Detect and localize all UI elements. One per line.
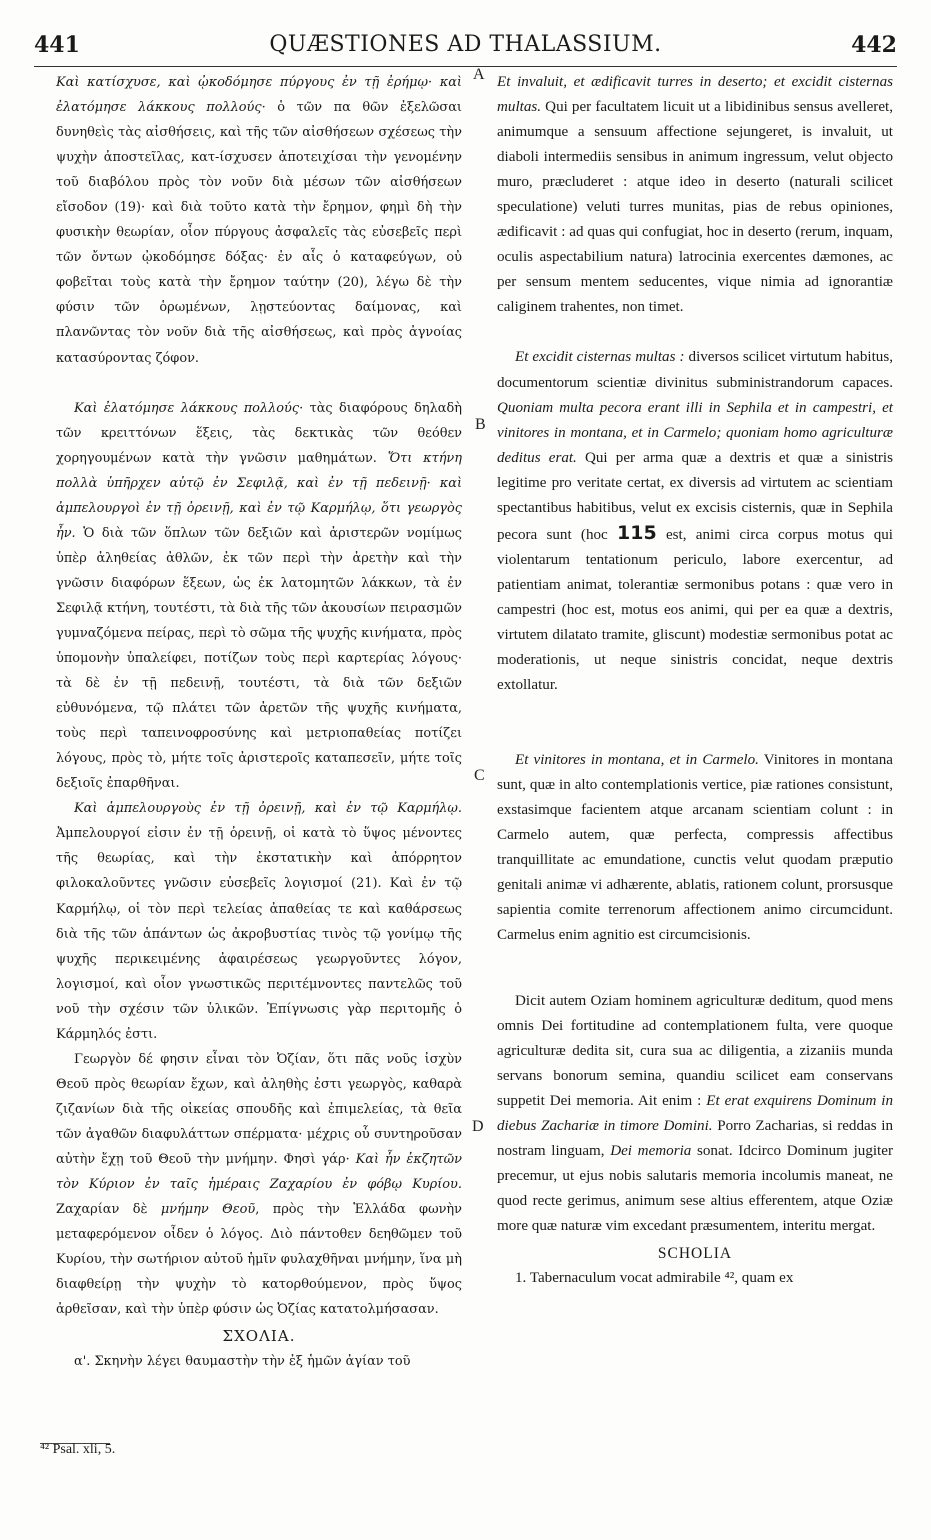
- italic-lemma: μνήμην Θεοῦ: [160, 1202, 256, 1218]
- text-run: Γεωργὸν δέ φησιν εἶναι τὸν Ὀζίαν, ὅτι πᾶς νοῦς ἰσχὺν Θεοῦ πρὸς θεωρίαν ἔχων, καὶ ἀληθὴς ἐστι γεωργὸς, καθαρὰ ζιζανίων διὰ τῆς οἰκείας σπουδῆς καὶ ἐπιμελείας, τὰ θεῖα τῶν ἀγαθῶν διαφυλάττων σπέρματα· μέχρις οὗ συντηροῦσαν αὐτὴν ἔχῃ τοῦ Θεοῦ τὴν μνήμην. Φησὶ γάρ·: [56, 1051, 462, 1167]
- latin-paragraph-3: [497, 748, 893, 948]
- greek-paragraph-1: [56, 70, 462, 371]
- latin-paragraph-4: [497, 989, 893, 1239]
- text-run: Ὁ διὰ τῶν ὅπλων τῶν δεξιῶν καὶ ἀριστερῶν νομίμως ὑπὲρ ἀληθείας ἀθλῶν, ἐκ τῶν περὶ τὴν ἀρετὴν καὶ τὴν γνῶσιν διαφόρων ἕξεων, ὡς ἐκ λατομητῶν λάκκων, τὰ ἐν Σεφιλᾷ κτήνη, τουτέστι, τὰ διὰ τῆς τῶν ἀκουσίων πειρασμῶν γυμναζόμενα πείρας, περὶ τὸ σῶμα τῆς ψυχῆς κινήματα, πρὸς ὑπομονὴν ὑπαλείφει, ποτίζων τοὺς περὶ καρτερίας λόγους· τὰ δὲ ἐν τῇ πεδεινῇ, τουτέστι, τὰ διὰ τῶν δεξιῶν εὐθυνόμενα, τῷ πλάτει τῶν ἀρετῶν τῆς ψυχῆς κινήματα, τοὺς περὶ ταπεινοφροσύνης καὶ μετριοπαθείας ποτίζει λόγους, πρὸς τὸ, μήτε τοῖς ἀριστεροῖς καταπεσεῖν, μήτε τοῖς δεξιοῖς ἐπαρθῆναι.: [56, 525, 462, 792]
- latin-column: [497, 70, 893, 1291]
- running-header: [34, 30, 897, 67]
- latin-paragraph-2: [497, 345, 893, 698]
- italic-lemma: Καὶ κατίσχυσε, καὶ ᾠκοδόμησε πύργους ἐν τῇ ἐρήμῳ· καὶ ἐλατόμησε λάκκους πολλούς·: [56, 75, 462, 116]
- column-number: 115: [617, 521, 657, 544]
- greek-paragraph-4: [56, 1047, 462, 1323]
- page-number-left: 441: [34, 32, 80, 58]
- italic-lemma: Καὶ ἐλατόμησε λάκκους πολλούς·: [74, 400, 304, 416]
- latin-scholia-paragraph: 1. Tabernaculum vocat admirabile ⁴², quam ex: [515, 1270, 794, 1287]
- italic-lemma: Et erat exquirens Dominum in diebus Zachariæ in timore Domini.: [497, 1092, 893, 1134]
- greek-scholia-heading: ΣΧΟΛΙΑ.: [222, 1327, 296, 1346]
- text-run: ὁ τῶν πα θῶν ἐξελῶσαι δυνηθεὶς τὰς αἰσθήσεις, καὶ τῆς τῶν αἰσθήσεων σχέσεως τὴν ψυχὴν ἀποστεῖλας, κατ-ίσχυσεν ἀποτειχίσαι τὴν γενομένην τοῦ διαβόλου πρὸς τὸν νοῦν διὰ μέσων τῶν αἰσθήσεων εἴσοδον (19)· καὶ διὰ τοῦτο κατὰ τὴν ἔρημον, φημὶ δὴ τὴν φυσικὴν θεωρίαν, οἷον πύργους ἀσφαλεῖς τὰς εὐσεβεῖς περὶ τῶν ὄντων ᾠκοδόμησε δόξας· ἐν αἷς ὁ καταφεύγων, οὐ φοβεῖται τοὺς κατὰ τὴν ἔρημον ταύτην (20), λέγω δὲ τὴν φύσιν τῶν ὁρωμένων, λῃστεύοντας δαίμονας, καὶ πλανῶντας τὸν νοῦν διὰ τῆς αἰσθήσεως, καὶ πρὸς ἀγνοίας κατασύροντας ζόφον.: [56, 100, 462, 366]
- text-run: Vinitores in montana sunt, quæ in alto contemplationis vertice, piæ rationes consistunt, exstasimque facientem atque arcanam scientiam colunt : in Carmelo autem, quæ perfecta, compressis affectibus tranquillitate ac emundatione, cunctis velut quodam præputio genitali animæ vi adhærente, ablatis, rationem colunt, prorsusque sapientia comite terrenorum affectionem animo circumcidunt. Carmelus enim agnitio est circumcisionis.: [497, 752, 893, 944]
- margin-marker-a: A: [473, 66, 485, 83]
- page-number-right: 442: [851, 32, 897, 58]
- greek-column: [56, 70, 462, 1374]
- running-title: QUÆSTIONES AD THALASSIUM.: [269, 32, 662, 57]
- text-run: Ζαχαρίαν δὲ: [56, 1202, 161, 1218]
- italic-lemma: Quoniam multa pecora erant illi in Sephila et in campestri, et vinitores in montana, et in Carmelo; quoniam homo agriculturæ deditus erat.: [497, 399, 893, 466]
- italic-lemma: Et invaluit, et ædificavit turres in deserto; et excidit cisternas multas.: [497, 74, 893, 116]
- text-run: , πρὸς τὴν Ἑλλάδα φωνὴν μεταφερόμενον οἶδεν ὁ λόγος. Διὸ πάντοθεν δεηθῶμεν τοῦ Κυρίου, τὴν σωτήριον αὐτοῦ ἡμῖν φυλαχθῆναι μνήμην, ἵνα μὴ διαφθείρῃ τὴν ψυχὴν τὸ κατορθούμενον, πρὸς ὕψος ἀρθεῖσαν, καὶ τὴν ὑπὲρ φύσιν ὡς Ὀζίας κατατολμήσασαν.: [56, 1202, 462, 1318]
- italic-lemma: Et vinitores in montana, et in Carmelo.: [515, 752, 759, 769]
- latin-paragraph-1: [497, 70, 893, 320]
- text-run: sonat. Idcirco Dominum jugiter precemur, ut ejus nobis salutaris memoria incolumis maneat, ne quod recte gerimus, animum sese altius efferentem, atque Oziæ more quæ naturæ vim excedant præsumentem, interitu mergat.: [497, 1142, 893, 1234]
- text-run: diversos scilicet virtutum habitus, documentorum scientiæ divinitus subministrandorum capaces.: [497, 349, 893, 391]
- italic-lemma: Ὅτι κτήνη πολλὰ ὑπῆρχεν αὐτῷ ἐν Σεφιλᾷ, καὶ ἐν τῇ πεδεινῇ· καὶ ἀμπελουργοὶ ἐν τῇ ὀρεινῇ, καὶ ἐν τῷ Καρμήλῳ, ὅτι γεωργὸς ἦν.: [56, 450, 462, 541]
- text-run: τὰς διαφόρους δηλαδὴ τῶν κρειττόνων ἕξεις, τὰς δεκτικὰς τῶν θεόθεν χορηγουμένων κατὰ τὴν γνῶσιν μαθημάτων.: [56, 400, 462, 466]
- margin-marker-c: C: [474, 767, 485, 784]
- italic-lemma: Καὶ ἦν ἐκζητῶν τὸν Κύριον ἐν ταῖς ἡμέραις Ζαχαρίου ἐν φόβῳ Κυρίου.: [56, 1151, 462, 1193]
- margin-marker-b: B: [475, 416, 486, 433]
- margin-marker-d: D: [472, 1118, 484, 1135]
- italic-lemma: Καὶ ἀμπελουργοὺς ἐν τῇ ὀρεινῇ, καὶ ἐν τῷ Καρμήλῳ.: [74, 801, 462, 817]
- greek-paragraph-3: [56, 796, 462, 1046]
- italic-lemma: Dei memoria: [610, 1142, 692, 1159]
- text-run: est, animi circa corpus motus qui violentarum tentationum periculo, labore exercentur, ad patientiam animat, tolerantiæ sermonibus potans : quæ vero in campestri (hoc est, motus eos animi, qui per ea quæ a dextris, virtutem dilatato tramite, gliscunt) modestiæ sermonibus potat ac moderationis, ut neque sinistris concidat, neque dextris extollatur.: [497, 526, 893, 694]
- footnote: ⁴² Psal. xli, 5.: [40, 1442, 116, 1457]
- greek-paragraph-2: [56, 396, 462, 797]
- text-run: Porro Zacharias, si reddas in nostram linguam,: [497, 1117, 893, 1159]
- latin-scholia-heading: SCHOLIA: [657, 1244, 733, 1262]
- text-run: Ἀμπελουργοί εἰσιν ἐν τῇ ὀρεινῇ, οἱ κατὰ τὸ ὕψος μένοντες τῆς θεωρίας, καὶ τὴν ἐκστατικὴν καὶ ἀπόρρητον φιλοκαλοῦντες γνῶσιν εὐσεβεῖς λογισμοί (21). Καὶ ἐν τῷ Καρμήλῳ, οἱ τὸν περὶ τελείας ἀπαθείας τε καὶ καθάρσεως διὰ τῆς τῶν ἁπάντων ὡς ἀκροβυστίας τινὸς τῷ γονίμῳ τῆς ψυχῆς περικειμένης ἀφαιρέσεως γεωργοῦντες λόγον, λογισμοί, καὶ οἷον γνωστικῶς περιτέμνοντες παντελῶς τοῦ νοῦ τὴν σχέσιν τῶν ὑλικῶν. Ἐπίγνωσις γὰρ περιτομῆς ὁ Κάρμηλός ἐστι.: [56, 826, 462, 1042]
- text-run: Qui per facultatem licuit ut a libidinibus sensus avelleret, animumque a sensuum affectione sejungeret, is invaluit, ut diaboli intermediis sensibus in animum ingressum, velut objecto muro, præcluderet : atque ideo in deserto (naturali scilicet speculatione) veluti turres munitas, pias de rebus opiniones, ædificavit : ad quas qui confugiat, hoc in deserto (rerum, inquam, oculis aspectabilium natura) latrocinia exercentes dæmones, ac per sensum mentem seducentes, vique nimia ad ignorantiæ caliginem trahentes, non timet.: [497, 99, 893, 316]
- text-run: Dicit autem Oziam hominem agriculturæ deditum, quod mens omnis Dei fortitudine ad contemplationem fulta, vere quoque agriculturæ dedita sit, cura sua ac diligentia, a zizaniis munda servans bonorum semina, quandiu scilicet eam conservans suppetit Dei memoria. Ait enim :: [497, 992, 893, 1109]
- greek-scholia-paragraph: α'. Σκηνὴν λέγει θαυμαστὴν τὴν ἐξ ἡμῶν ἁγίαν τοῦ: [74, 1354, 411, 1370]
- italic-lemma: Et excidit cisternas multas :: [515, 349, 685, 366]
- text-run: Qui per arma quæ a dextris et quæ a sinistris legitime pro veritate certat, ex diversis ad virtutem ac scientiam spectantibus habitibus, velut ex excisis cisternis, quæ in Sephila pecora sunt (hoc: [497, 449, 893, 543]
